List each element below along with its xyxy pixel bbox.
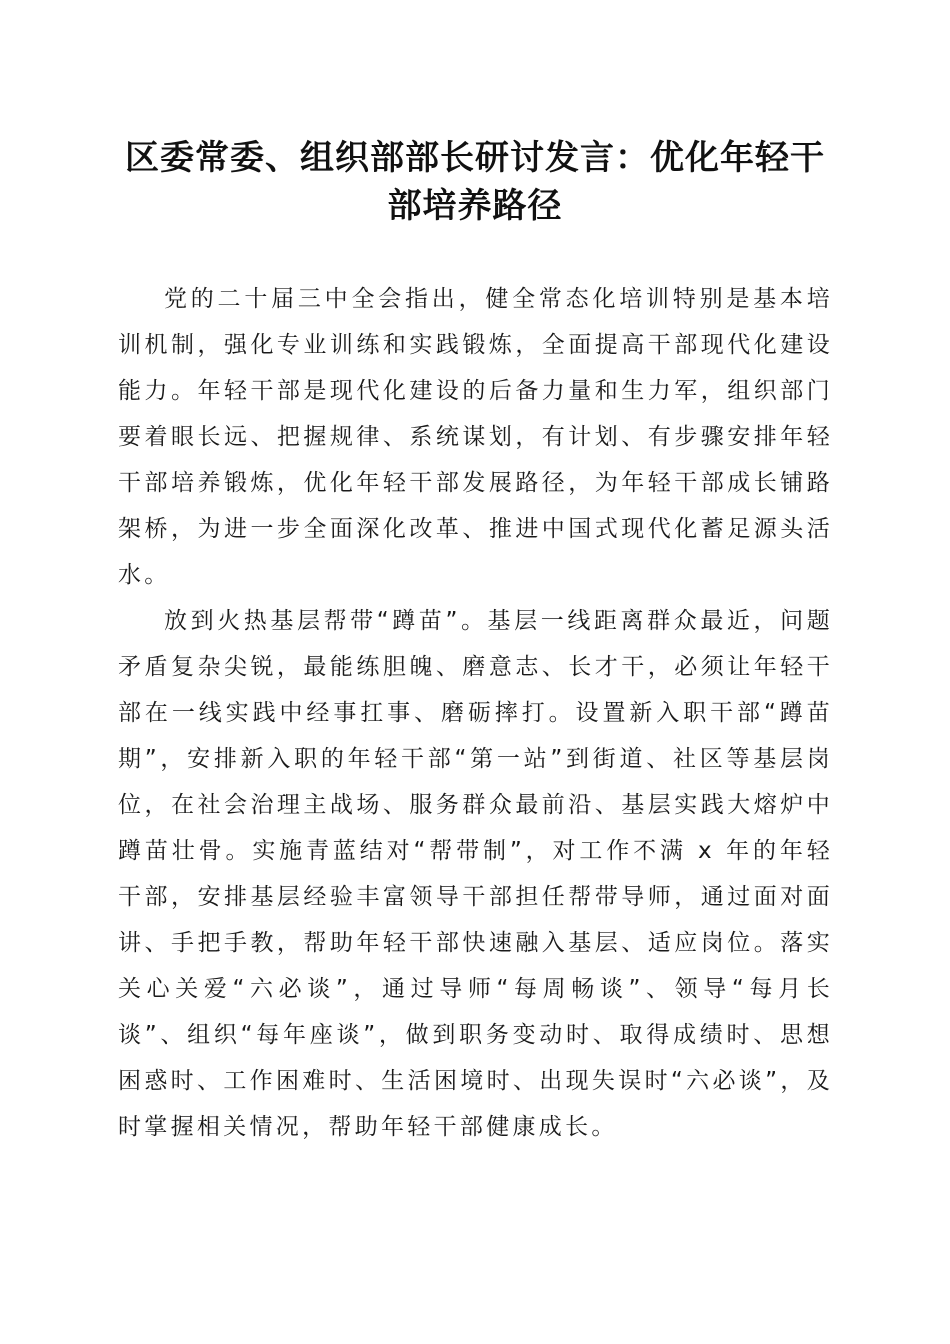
document-body bbox=[118, 276, 833, 1150]
paragraph-intro: 党的二十届三中全会指出，健全常态化培训特别是基本培训机制，强化专业训练和实践锻炼，全面提高干部现代化建设能力。年轻干部是现代化建设的后备力量和生力军，组织部门要着眼长远、把握规律、系统谋划，有计划、有步骤安排年轻干部培养锻炼，优化年轻干部发展路径，为年轻干部成长铺路架桥，为进一步全面深化改革、推进中国式现代化蓄足源头活水。 bbox=[118, 286, 833, 588]
paragraph-grassroots: 放到火热基层帮带“蹲苗”。基层一线距离群众最近，问题矛盾复杂尖锐，最能练胆魄、磨意志、长才干，必须让年轻干部在一线实践中经事扛事、磨砺摔打。设置新入职干部“蹲苗期”，安排新入职的年轻干部“第一站”到街道、社区等基层岗位，在社会治理主战场、服务群众最前沿、基层实践大熔炉中蹲苗壮骨。实施青蓝结对“帮带制”，对工作不满 x 年的年轻干部，安排基层经验丰富领导干部担任帮带导师，通过面对面讲、手把手教，帮助年轻干部快速融入基层、适应岗位。落实关心关爱“六必谈”，通过导师“每周畅谈”、领导“每月长谈”、组织“每年座谈”，做到职务变动时、取得成绩时、思想困惑时、工作困难时、生活困境时、出现失误时“六必谈”，及时掌握相关情况，帮助年轻干部健康成长。 bbox=[118, 608, 833, 1140]
document-title: 区委常委、组织部部长研讨发言：优化年轻干部培养路径 bbox=[125, 138, 825, 226]
